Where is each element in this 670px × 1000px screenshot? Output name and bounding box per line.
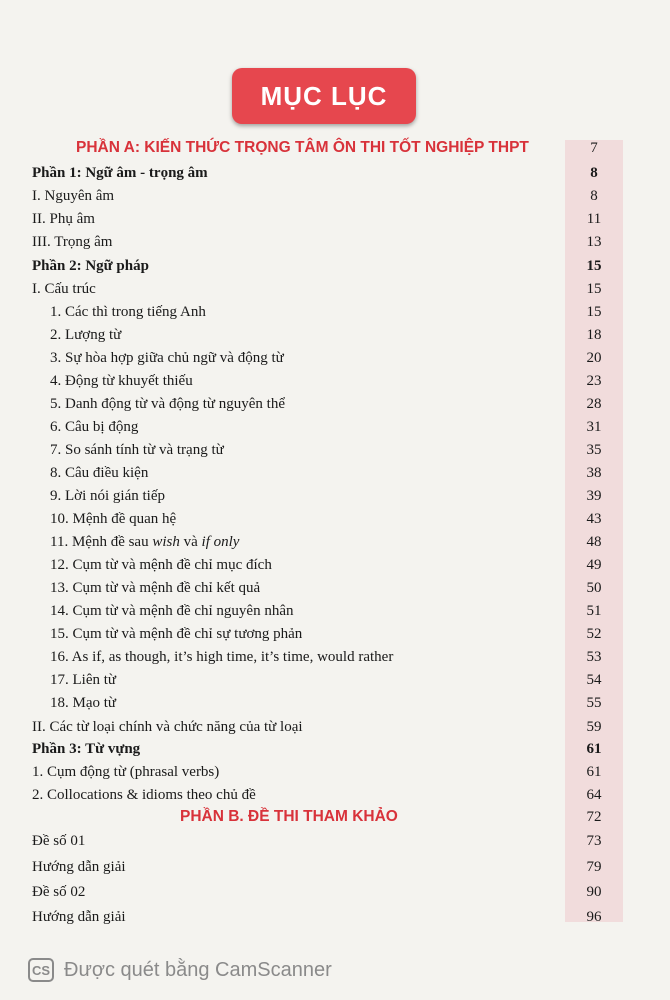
toc-entry-label: 7. So sánh tính từ và trạng từ — [50, 442, 224, 458]
toc-page-number: 13 — [586, 234, 602, 250]
toc-page-number: 54 — [586, 672, 602, 688]
page-title: MỤC LỤC — [232, 68, 416, 124]
toc-page-number: 59 — [586, 719, 602, 735]
toc-entry — [0, 856, 670, 878]
toc-entry — [0, 231, 670, 253]
toc-page-number: 90 — [586, 884, 602, 900]
toc-entry-label: I. Cấu trúc — [32, 281, 96, 297]
toc-entry — [0, 185, 670, 207]
toc-page-number: 35 — [586, 442, 602, 458]
toc-page-number: 48 — [586, 534, 602, 550]
toc-entry — [0, 416, 670, 438]
toc-entry — [0, 370, 670, 392]
toc-page-number: 8 — [590, 188, 598, 204]
toc-entry — [0, 393, 670, 415]
toc-entry-label: 16. As if, as though, it’s high time, it’s time, would rather — [50, 649, 394, 665]
toc-entry-label: 8. Câu điều kiện — [50, 465, 149, 481]
toc-section-heading — [0, 738, 670, 760]
toc-entry-label: PHẦN B. ĐỀ THI THAM KHẢO — [180, 808, 398, 825]
toc-entry — [0, 906, 670, 928]
toc-entry — [0, 716, 670, 738]
toc-page-number: 11 — [586, 211, 602, 227]
toc-entry — [0, 485, 670, 507]
toc-page-number: 20 — [586, 350, 602, 366]
toc-page-number: 61 — [586, 764, 602, 780]
toc-page-number: 51 — [586, 603, 602, 619]
toc-entry — [0, 646, 670, 668]
toc-entry — [0, 692, 670, 714]
toc-page-number: 15 — [586, 304, 602, 320]
toc-page-number: 96 — [586, 909, 602, 925]
toc-entry — [0, 623, 670, 645]
toc-entry — [0, 881, 670, 903]
toc-entry-label: 17. Liên từ — [50, 672, 117, 688]
toc-entry-label: 6. Câu bị động — [50, 419, 139, 435]
toc-page-number: 23 — [586, 373, 602, 389]
scanner-text: Được quét bằng CamScanner — [64, 958, 332, 981]
toc-page-number: 8 — [590, 165, 598, 181]
toc-entry-label: II. Các từ loại chính và chức năng của từ loại — [32, 719, 303, 735]
toc-page-number: 15 — [586, 258, 602, 274]
toc-entry-label: Hướng dẫn giải — [32, 859, 126, 875]
toc-entry — [0, 830, 670, 852]
toc-page-number: 73 — [586, 833, 602, 849]
toc-entry — [0, 508, 670, 530]
toc-entry-label: II. Phụ âm — [32, 211, 95, 227]
toc-entry — [0, 531, 670, 553]
toc-entry — [0, 669, 670, 691]
toc-entry-label: Phần 1: Ngữ âm - trọng âm — [32, 165, 208, 181]
toc-entry — [0, 347, 670, 369]
toc-entry-label: 10. Mệnh đề quan hệ — [50, 511, 177, 527]
toc-entry-label: 4. Động từ khuyết thiếu — [50, 373, 193, 389]
toc-entry-label: 5. Danh động từ và động từ nguyên thể — [50, 396, 285, 412]
toc-page-number: 28 — [586, 396, 602, 412]
toc-entry-label: III. Trọng âm — [32, 234, 113, 250]
toc-page-number: 64 — [586, 787, 602, 803]
toc-entry — [0, 784, 670, 806]
toc-entry-label: 12. Cụm từ và mệnh đề chỉ mục đích — [50, 557, 272, 573]
toc-entry-label: Đề số 01 — [32, 833, 86, 849]
toc-page-number: 49 — [586, 557, 602, 573]
toc-entry-label: 1. Các thì trong tiếng Anh — [50, 304, 206, 320]
toc-entry-label: 14. Cụm từ và mệnh đề chỉ nguyên nhân — [50, 603, 294, 619]
toc-section-heading — [0, 162, 670, 184]
cs-logo-icon: CS — [28, 958, 54, 982]
toc-entry-label: PHẦN A: KIẾN THỨC TRỌNG TÂM ÔN THI TỐT NGHIỆP THPT — [76, 139, 529, 156]
toc-entry-label: I. Nguyên âm — [32, 188, 115, 204]
toc-page-number: 55 — [586, 695, 602, 711]
toc-page-number: 53 — [586, 649, 602, 665]
toc-page-number: 31 — [586, 419, 602, 435]
toc-page-number: 79 — [586, 859, 602, 875]
toc-entry-label: 2. Lượng từ — [50, 327, 122, 343]
toc-page-number: 18 — [586, 327, 602, 343]
toc-entry-label: 13. Cụm từ và mệnh đề chỉ kết quả — [50, 580, 261, 596]
toc-entry — [0, 761, 670, 783]
toc-entry — [0, 577, 670, 599]
toc-entry — [0, 301, 670, 323]
toc-page-number: 72 — [586, 809, 602, 825]
toc-page-number: 43 — [586, 511, 602, 527]
toc-page-number: 7 — [590, 140, 598, 156]
toc-page-number: 52 — [586, 626, 602, 642]
toc-entry-label: 15. Cụm từ và mệnh đề chỉ sự tương phản — [50, 626, 303, 642]
toc-entry — [0, 462, 670, 484]
toc-entry-label: Đề số 02 — [32, 884, 86, 900]
scanner-watermark — [28, 956, 332, 984]
toc-section-heading — [0, 255, 670, 277]
toc-part-heading — [0, 806, 670, 828]
toc-page-number: 50 — [586, 580, 602, 596]
toc-entry — [0, 554, 670, 576]
toc-page-number: 15 — [586, 281, 602, 297]
toc-page-number: 38 — [586, 465, 602, 481]
toc-entry-label: Hướng dẫn giải — [32, 909, 126, 925]
toc-entry-label: 9. Lời nói gián tiếp — [50, 488, 165, 504]
toc-entry-label: 2. Collocations & idioms theo chủ đề — [32, 787, 256, 803]
toc-part-heading — [0, 137, 670, 159]
toc-entry-label: Phần 3: Từ vựng — [32, 741, 141, 757]
toc-page-number: 39 — [586, 488, 602, 504]
toc-entry-label: 1. Cụm động từ (phrasal verbs) — [32, 764, 220, 780]
toc-entry — [0, 208, 670, 230]
toc-entry — [0, 439, 670, 461]
toc-entry-label: 11. Mệnh đề sau wish và if only — [50, 534, 240, 550]
toc-entry-label: 18. Mạo từ — [50, 695, 117, 711]
toc-entry-label: 3. Sự hòa hợp giữa chủ ngữ và động từ — [50, 350, 284, 366]
toc-entry-label: Phần 2: Ngữ pháp — [32, 258, 149, 274]
toc-page-number: 61 — [586, 741, 602, 757]
toc-entry — [0, 324, 670, 346]
toc-entry — [0, 278, 670, 300]
toc-entry — [0, 600, 670, 622]
